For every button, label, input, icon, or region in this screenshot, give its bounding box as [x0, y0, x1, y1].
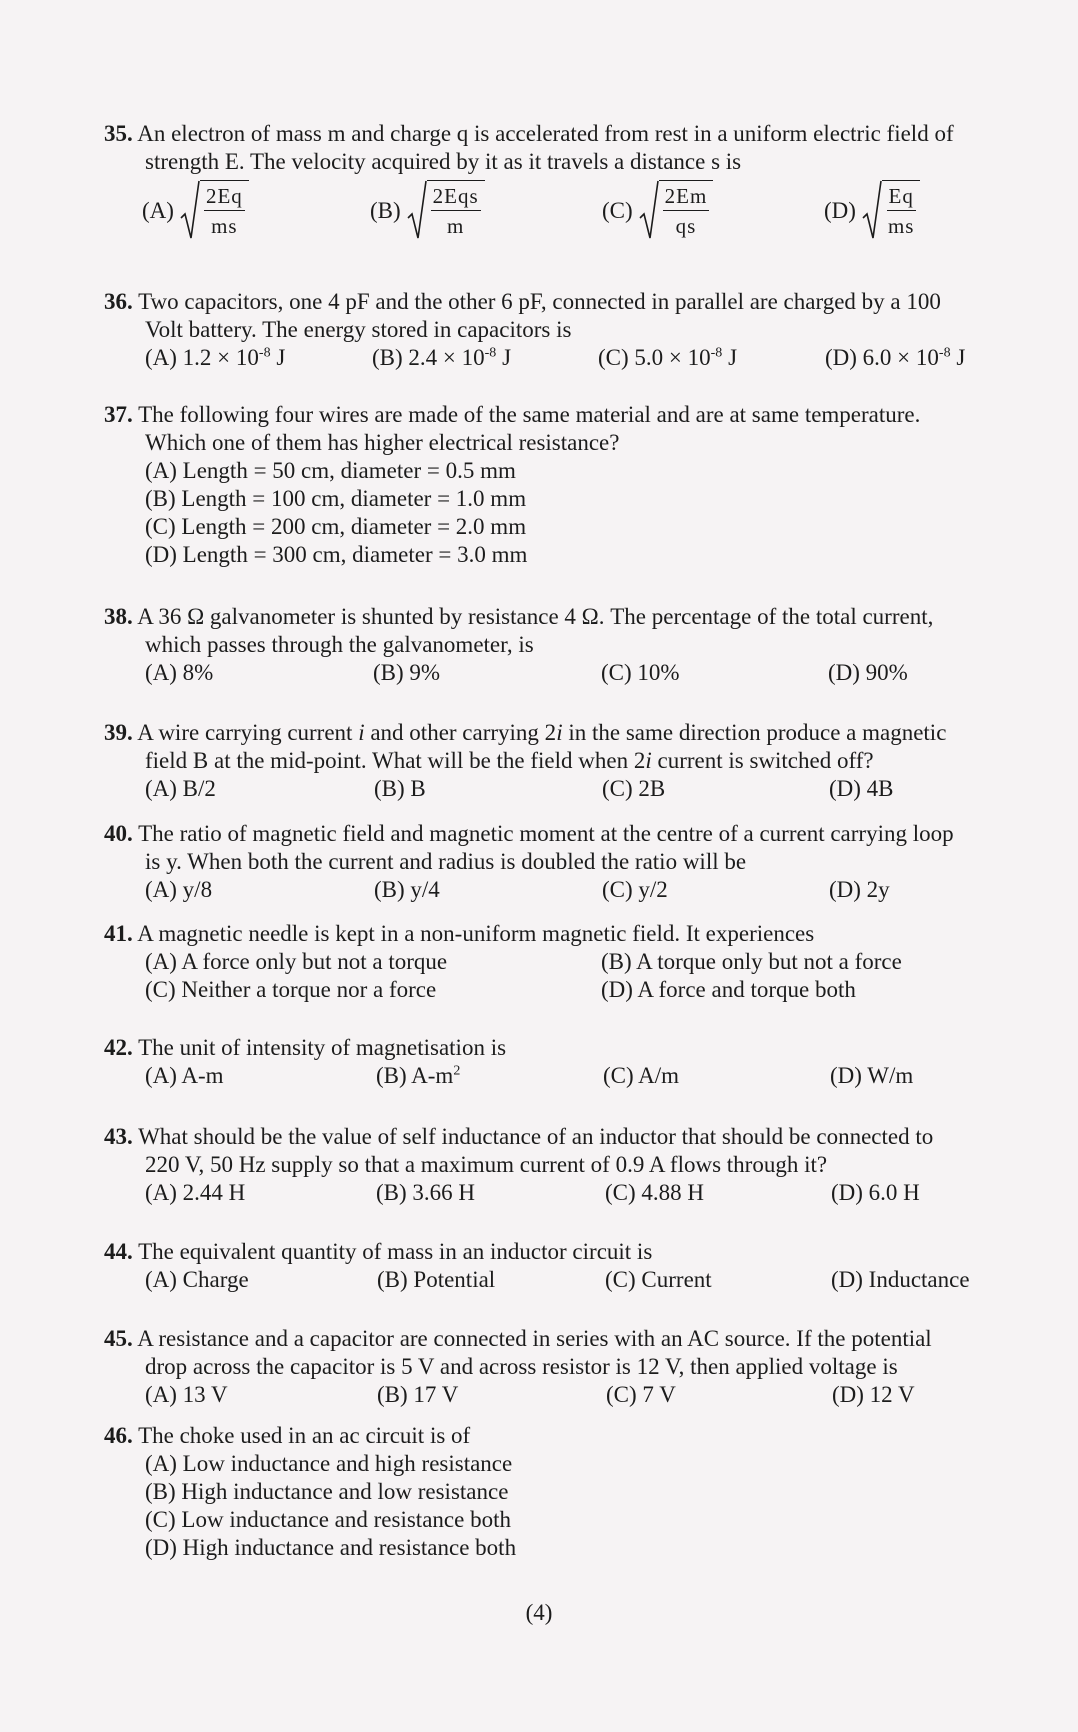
exponent: -8 [710, 345, 723, 361]
option-b: (B) B [374, 776, 426, 801]
option-b [372, 344, 511, 372]
option-b: (B) y/4 [374, 877, 440, 902]
option-c: (C) Current [605, 1267, 712, 1292]
question-stem: A resistance and a capacitor are connected in series with an AC source. If the potential [137, 1326, 932, 1351]
option-a: (A) Charge [145, 1267, 249, 1292]
option-d: (D) W/m [830, 1063, 914, 1088]
question-44 [104, 1238, 1059, 1294]
option-a: (A) Low inductance and high resistance [145, 1451, 513, 1476]
question-number: 46. [104, 1423, 133, 1448]
question-stem-cont: Which one of them has higher electrical resistance? [145, 430, 620, 455]
option-c: (C) Neither a torque nor a force [145, 977, 437, 1002]
option-text: (D) 6.0 × 10 [825, 345, 939, 370]
option-text: (B) 2.4 × 10 [372, 345, 485, 370]
options-row [104, 1179, 1059, 1207]
fraction [427, 180, 485, 242]
stem-part: A wire carrying current [137, 720, 359, 745]
numerator: 2Eq [204, 181, 245, 211]
unit: J [722, 345, 738, 370]
sqrt-sign-icon [639, 180, 659, 242]
question-number: 39. [104, 720, 133, 745]
fraction [882, 180, 921, 242]
question-stem: A magnetic needle is kept in a non-uniform magnetic field. It experiences [137, 921, 815, 946]
option-b [376, 1062, 460, 1090]
unit: J [950, 345, 966, 370]
question-stem-cont: Volt battery. The energy stored in capacitors is [145, 317, 572, 342]
sqrt-sign-icon [862, 180, 882, 242]
sqrt-sign-icon [407, 180, 427, 242]
options-row [104, 976, 1059, 1004]
options-row [104, 344, 1059, 372]
option-a: (A) B/2 [145, 776, 216, 801]
option-label: (B) [370, 198, 401, 223]
options-row [104, 775, 1059, 803]
option-b: (B) High inductance and low resistance [145, 1479, 509, 1504]
option-a: (A) 13 V [145, 1382, 228, 1407]
stem-italic: i [645, 748, 652, 773]
option-b [370, 180, 485, 242]
question-35 [104, 120, 1059, 242]
question-38 [104, 603, 1059, 687]
question-stem [137, 720, 946, 745]
option-b: (B) 17 V [377, 1382, 459, 1407]
question-39 [104, 719, 1059, 803]
option-d: (D) 6.0 H [831, 1180, 920, 1205]
question-number: 35. [104, 121, 133, 146]
question-stem: The following four wires are made of the same material and are at same temperature. [138, 402, 921, 427]
question-stem-cont: drop across the capacitor is 5 V and across resistor is 12 V, then applied voltage is [145, 1354, 898, 1379]
question-46 [104, 1422, 1059, 1562]
question-number: 40. [104, 821, 133, 846]
question-stem: Two capacitors, one 4 pF and the other 6 pF, connected in parallel are charged by a 100 [138, 289, 941, 314]
page-number: (4) [525, 1600, 553, 1625]
option-a: (A) 2.44 H [145, 1180, 246, 1205]
exponent: 2 [453, 1063, 461, 1079]
stem-italic: i [358, 720, 365, 745]
question-stem: What should be the value of self inductance of an inductor that should be connected to [138, 1124, 934, 1149]
stem-part: field B at the mid-point. What will be the field when 2 [145, 748, 646, 773]
sqrt-expression [180, 180, 249, 242]
option-c: (C) Length = 200 cm, diameter = 2.0 mm [145, 514, 527, 539]
question-number: 37. [104, 402, 133, 427]
options-row [104, 1381, 1059, 1409]
numerator: 2Em [663, 181, 710, 211]
unit: J [496, 345, 512, 370]
fraction [659, 180, 714, 242]
option-a: (A) y/8 [145, 877, 213, 902]
option-label: (D) [824, 198, 856, 223]
numerator: 2Eqs [431, 181, 481, 211]
question-number: 41. [104, 921, 133, 946]
option-a [145, 344, 285, 372]
question-37 [104, 401, 1059, 569]
option-d: (D) 2y [829, 877, 890, 902]
option-d [825, 344, 965, 372]
exponent: -8 [938, 345, 951, 361]
options-row [104, 876, 1059, 904]
option-text: (B) A-m [376, 1063, 454, 1088]
unit: J [270, 345, 286, 370]
option-b: (B) 3.66 H [376, 1180, 476, 1205]
option-c: (C) Low inductance and resistance both [145, 1507, 511, 1532]
stem-part: and other carrying 2 [364, 720, 557, 745]
option-b: (B) Potential [377, 1267, 496, 1292]
question-stem-cont [104, 747, 1059, 775]
option-a: (A) A force only but not a torque [145, 949, 448, 974]
options-row [104, 1062, 1059, 1090]
exponent: -8 [258, 345, 271, 361]
option-d: (D) Inductance [831, 1267, 970, 1292]
option-c: (C) A/m [603, 1063, 680, 1088]
option-b: (B) 9% [373, 660, 441, 685]
option-c [598, 344, 737, 372]
stem-part: current is switched off? [651, 748, 874, 773]
option-text: (A) 1.2 × 10 [145, 345, 259, 370]
stem-italic: i [556, 720, 563, 745]
options-row [104, 948, 1059, 976]
question-45 [104, 1325, 1059, 1409]
option-c [602, 180, 713, 242]
question-36 [104, 288, 1059, 372]
question-number: 45. [104, 1326, 133, 1351]
option-d: (D) High inductance and resistance both [145, 1535, 517, 1560]
question-number: 44. [104, 1239, 133, 1264]
sqrt-expression [862, 180, 921, 242]
sqrt-expression [639, 180, 714, 242]
option-b: (B) Length = 100 cm, diameter = 1.0 mm [145, 486, 527, 511]
question-stem: An electron of mass m and charge q is accelerated from rest in a uniform electric field of [137, 121, 954, 146]
option-b: (B) A torque only but not a force [601, 949, 902, 974]
option-d: (D) 90% [828, 660, 908, 685]
option-d: (D) 4B [829, 776, 894, 801]
exponent: -8 [484, 345, 497, 361]
question-stem: The ratio of magnetic field and magnetic moment at the centre of a current carrying loop [138, 821, 954, 846]
question-stem: A 36 Ω galvanometer is shunted by resistance 4 Ω. The percentage of the total current, [137, 604, 934, 629]
question-stem-cont: strength E. The velocity acquired by it as it travels a distance s is [145, 149, 742, 174]
denominator: qs [675, 214, 697, 238]
options-row [104, 1266, 1059, 1294]
option-a: (A) A-m [145, 1063, 224, 1088]
question-number: 36. [104, 289, 133, 314]
option-c: (C) 2B [602, 776, 666, 801]
question-40 [104, 820, 1059, 904]
question-43 [104, 1123, 1059, 1207]
options-row [104, 180, 1059, 242]
option-label: (C) [602, 198, 633, 223]
option-d: (D) A force and torque both [601, 977, 856, 1002]
question-stem: The unit of intensity of magnetisation is [138, 1035, 507, 1060]
denominator: m [447, 214, 465, 238]
denominator: ms [211, 214, 238, 238]
option-c: (C) 7 V [606, 1382, 676, 1407]
options-row [104, 659, 1059, 687]
option-a [142, 180, 249, 242]
question-stem: The choke used in an ac circuit is of [138, 1423, 471, 1448]
question-stem: The equivalent quantity of mass in an inductor circuit is [138, 1239, 653, 1264]
option-label: (A) [142, 198, 174, 223]
option-c: (C) 10% [601, 660, 680, 685]
question-42 [104, 1034, 1059, 1090]
question-stem-cont: 220 V, 50 Hz supply so that a maximum current of 0.9 A flows through it? [145, 1152, 828, 1177]
question-stem-cont: which passes through the galvanometer, is [145, 632, 534, 657]
option-a: (A) 8% [145, 660, 214, 685]
question-41 [104, 920, 1059, 1004]
option-c: (C) y/2 [602, 877, 668, 902]
question-number: 42. [104, 1035, 133, 1060]
fraction [200, 180, 249, 242]
denominator: ms [887, 214, 915, 238]
sqrt-expression [407, 180, 485, 242]
sqrt-sign-icon [180, 180, 200, 242]
stem-part: in the same direction produce a magnetic [562, 720, 947, 745]
numerator: Eq [887, 181, 916, 211]
option-c: (C) 4.88 H [605, 1180, 705, 1205]
option-d [824, 180, 920, 242]
option-text: (C) 5.0 × 10 [598, 345, 711, 370]
option-d: (D) 12 V [832, 1382, 915, 1407]
question-stem-cont: is y. When both the current and radius is doubled the ratio will be [145, 849, 747, 874]
question-number: 43. [104, 1124, 133, 1149]
option-a: (A) Length = 50 cm, diameter = 0.5 mm [145, 458, 516, 483]
question-number: 38. [104, 604, 133, 629]
option-d: (D) Length = 300 cm, diameter = 3.0 mm [145, 542, 528, 567]
